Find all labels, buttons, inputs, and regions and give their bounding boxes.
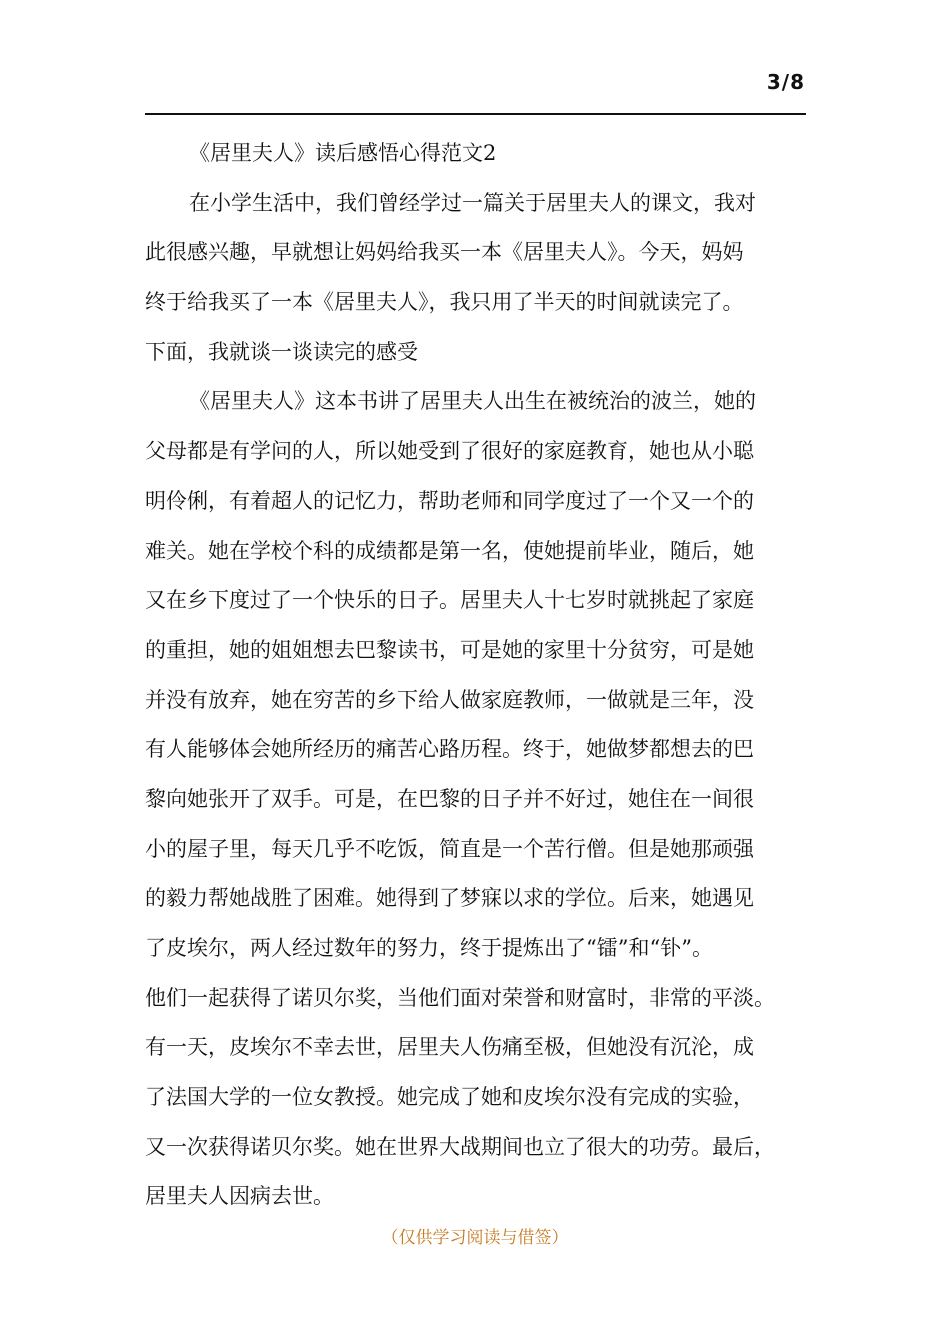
paragraph-2-line: 黎向她张开了双手。可是，在巴黎的日子并不好过，她住在一间很 (145, 786, 754, 811)
paragraph-2-line: 难关。她在学校个科的成绩都是第一名，使她提前毕业，随后，她 (145, 538, 754, 563)
header-divider (145, 113, 806, 115)
document-body (145, 129, 806, 1222)
paragraph-2-line: 《居里夫人》这本书讲了居里夫人出生在被统治的波兰，她的 (189, 389, 756, 414)
document-title: 《居里夫人》读后感悟心得范文2 (189, 141, 497, 165)
paragraph-2-line: 有人能够体会她所经历的痛苦心路历程。终于，她做梦都想去的巴 (145, 737, 754, 762)
paragraph-1-line: 此很感兴趣，早就想让妈妈给我买一本《居里夫人》。今天，妈妈 (145, 240, 744, 265)
footer-note: （仅供学习阅读与借签） (381, 1228, 569, 1248)
paragraph-2-line: 父母都是有学问的人，所以她受到了很好的家庭教育，她也从小聪 (145, 439, 754, 464)
paragraph-2-line: 并没有放弃，她在穷苦的乡下给人做家庭教师，一做就是三年，没 (145, 687, 754, 712)
paragraph-2-line: 有一天，皮埃尔不幸去世，居里夫人伤痛至极，但她没有沉沦，成 (145, 1035, 754, 1060)
paragraph-2-line: 居里夫人因病去世。 (145, 1184, 334, 1209)
paragraph-2-line: 的重担，她的姐姐想去巴黎读书，可是她的家里十分贫穷，可是她 (145, 637, 754, 662)
paragraph-2-line: 又在乡下度过了一个快乐的日子。居里夫人十七岁时就挑起了家庭 (145, 588, 754, 613)
paragraph-2-line: 了皮埃尔，两人经过数年的努力，终于提炼出了“镭”和“钋”。 (145, 936, 713, 960)
paragraph-2-line: 明伶俐，有着超人的记忆力，帮助老师和同学度过了一个又一个的 (145, 488, 754, 513)
paragraph-2-line: 了法国大学的一位女教授。她完成了她和皮埃尔没有完成的实验， (145, 1085, 754, 1110)
page-number: 3/8 (766, 70, 805, 94)
paragraph-1-line: 下面，我就谈一谈读完的感受 (145, 339, 418, 364)
paragraph-2-line: 小的屋子里，每天几乎不吃饭，简直是一个苦行僧。但是她那顽强 (145, 836, 754, 861)
paragraph-2-line: 的毅力帮她战胜了困难。她得到了梦寐以求的学位。后来，她遇见 (145, 886, 754, 911)
paragraph-2-line: 又一次获得诺贝尔奖。她在世界大战期间也立了很大的功劳。最后， (145, 1134, 775, 1159)
paragraph-1-line: 终于给我买了一本《居里夫人》，我只用了半天的时间就读完了。 (145, 290, 744, 315)
paragraph-2-line: 他们一起获得了诺贝尔奖，当他们面对荣誉和财富时，非常的平淡。 (145, 985, 775, 1010)
paragraph-1-line: 在小学生活中，我们曾经学过一篇关于居里夫人的课文，我对 (189, 190, 756, 215)
